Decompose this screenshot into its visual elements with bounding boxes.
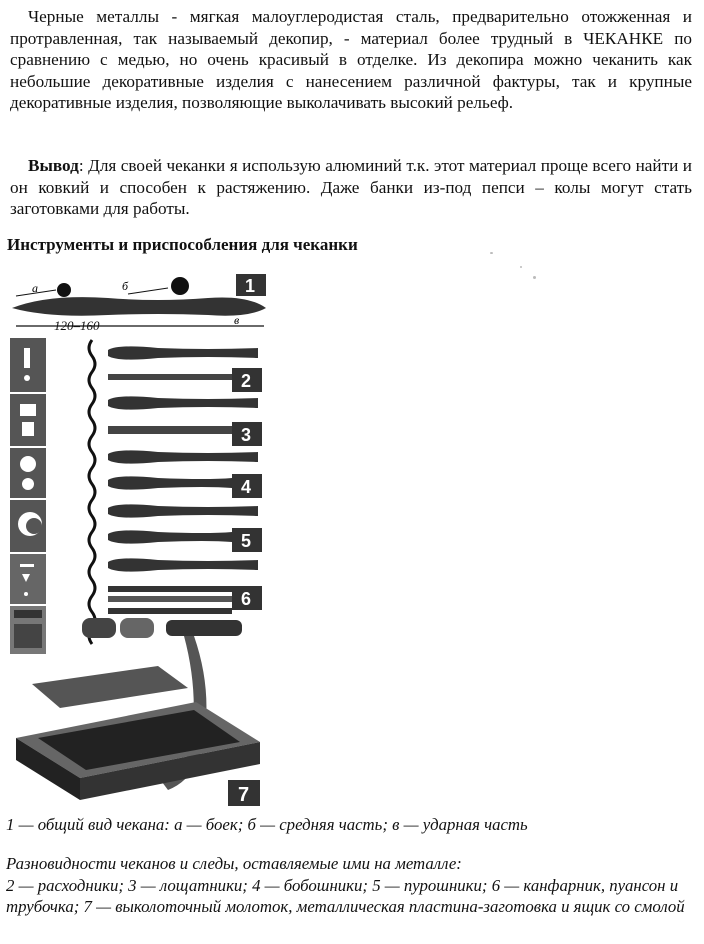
plate-and-box — [16, 666, 260, 800]
tools-illustration — [8, 268, 272, 810]
conclusion-text: : Для своей чеканки я использую алюминий т.к. этот материал проще всего найти и он ковкий и способен к растяжению. Даже банки из-под пепси – колы могут стать заготовками для работы. — [10, 156, 692, 219]
scan-speck — [520, 266, 522, 268]
label-v: в — [234, 313, 240, 327]
paragraph-ferrous-metals: Черные металлы - мягкая малоуглеродистая сталь, предварительно отожженная и протравленная, так называемый декопир, - материал более трудный в ЧЕКАНКЕ по сравнению с медью, но очень красивый в отделке. Из декопира можно чеканить как небольшие декоративные изделия с нанесением различной фактуры, так и крупные декоративные изделия, позволяющие выколачивать высокий рельеф. — [10, 7, 692, 113]
scan-speck — [490, 252, 493, 254]
caption-tool-types-intro: Разновидности чеканов и следы, оставляемые ими на металле: — [6, 854, 462, 873]
tool-number-4: 4 — [241, 477, 252, 497]
caption-tool-types — [6, 853, 696, 918]
label-a: а — [32, 281, 38, 295]
caption-tool-types-list: 2 — расходники; 3 — лощатники; 4 — бобошники; 5 — пурошники; 6 — канфарник, пуансон и трубочка; 7 — выколоточный молоток, металлическая пластина-заготовка и ящик со смолой — [6, 875, 685, 917]
scan-speck — [533, 276, 536, 279]
label-b: б — [122, 279, 129, 293]
wavy-profiles — [89, 340, 95, 644]
imprint-samples — [10, 338, 46, 654]
tool-number-7: 7 — [238, 784, 250, 806]
tool-number-2: 2 — [241, 371, 252, 391]
conclusion-label: Вывод — [28, 156, 79, 175]
tool-number-1: 1 — [245, 276, 256, 296]
tool-number-6: 6 — [241, 589, 252, 609]
tool-number-3: 3 — [241, 425, 252, 445]
tool-1-general-view — [12, 274, 266, 333]
paragraph-conclusion — [10, 155, 692, 220]
section-heading: Инструменты и приспособления для чеканки — [7, 235, 358, 254]
tool-number-5: 5 — [241, 531, 252, 551]
dimension-label: 120–160 — [54, 318, 100, 333]
caption-tool-parts: 1 — общий вид чекана: а — боек; б — средняя часть; в — ударная часть — [6, 815, 528, 834]
